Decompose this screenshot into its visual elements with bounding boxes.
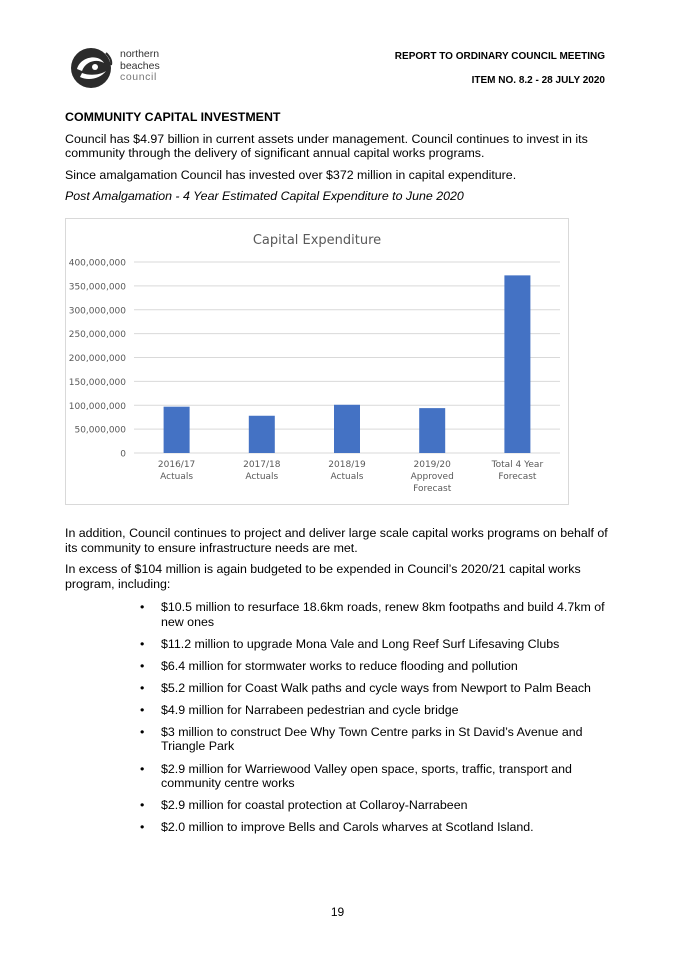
x-tick-label-line: 2018/19 <box>328 460 366 470</box>
list-item: • $4.9 million for Narrabeen pedestrian and cycle bridge <box>140 703 610 718</box>
report-title: REPORT TO ORDINARY COUNCIL MEETING <box>394 51 605 62</box>
additional-paragraph: In addition, Council continues to project and deliver large scale capital works programs on behalf of its community to ensure infrastructure needs are met. <box>65 526 608 555</box>
capital-works-list <box>140 600 610 842</box>
x-tick-label-line: 2016/17 <box>157 460 196 470</box>
bar-5 <box>504 275 530 453</box>
bar-4 <box>419 408 445 453</box>
y-tick-label: 400,000,000 <box>68 258 126 269</box>
x-tick-label <box>411 460 454 494</box>
x-tick-label-line: Total 4 Year <box>491 460 544 470</box>
x-tick-label <box>158 460 195 482</box>
y-tick-label: 50,000,000 <box>74 425 126 436</box>
x-tick-label-line: Forecast <box>498 472 537 482</box>
intro-section <box>65 110 610 211</box>
list-item: • $10.5 million to resurface 18.6km roads, renew 8km footpaths and build 4.7km of new ones <box>140 600 610 629</box>
y-tick-label: 350,000,000 <box>68 282 126 293</box>
bar-2 <box>249 416 275 453</box>
list-item: • $2.9 million for coastal protection at Collaroy-Narrabeen <box>140 798 610 813</box>
x-tick-label-line: 2019/20 <box>413 460 451 470</box>
x-tick-label-line: Approved <box>410 472 454 482</box>
y-tick-label: 150,000,000 <box>68 377 126 388</box>
y-tick-label: 200,000,000 <box>68 354 126 364</box>
logo-text-council: council <box>120 71 157 83</box>
x-tick-label-line: Actuals <box>330 472 364 482</box>
logo-text-northern: northern <box>120 48 160 60</box>
programs-section <box>65 526 610 598</box>
x-tick-label-line: Actuals <box>245 472 279 482</box>
council-logo <box>68 45 188 93</box>
y-tick-label: 100,000,000 <box>68 401 126 412</box>
page-number: 19 <box>330 905 345 919</box>
x-tick-label-line: Forecast <box>413 484 452 494</box>
x-tick-label <box>328 460 366 482</box>
section-heading: COMMUNITY CAPITAL INVESTMENT <box>65 110 281 124</box>
x-tick-label <box>491 460 544 482</box>
chart-title: Capital Expenditure <box>252 233 382 248</box>
list-item: • $2.0 million to improve Bells and Carols wharves at Scotland Island. <box>140 820 610 835</box>
item-number: ITEM NO. 8.2 - 28 JULY 2020 <box>471 75 605 86</box>
intro-paragraph: Council has $4.97 billion in current assets under management. Council continues to invest in its community through the delivery of significant annual capital works programs. <box>65 131 588 160</box>
list-item: • $5.2 million for Coast Walk paths and cycle ways from Newport to Palm Beach <box>140 681 610 696</box>
chart-caption: Post Amalgamation - 4 Year Estimated Capital Expenditure to June 2020 <box>65 189 464 203</box>
budget-paragraph: In excess of $104 million is again budgeted to be expended in Council’s 2020/21 capital works program, including: <box>65 562 581 591</box>
council-emblem-icon <box>68 45 114 91</box>
x-tick-label-line: Actuals <box>160 472 194 482</box>
list-item: • $6.4 million for stormwater works to reduce flooding and pollution <box>140 659 610 674</box>
bar-3 <box>334 405 360 453</box>
list-item: • $11.2 million to upgrade Mona Vale and Long Reef Surf Lifesaving Clubs <box>140 637 610 652</box>
y-tick-label: 300,000,000 <box>68 306 126 317</box>
x-tick-label <box>243 460 281 482</box>
chart-svg <box>66 219 568 504</box>
capital-expenditure-chart <box>65 218 569 505</box>
y-tick-label: 0 <box>120 449 126 460</box>
logo-text-beaches: beaches <box>120 59 160 72</box>
bar-1 <box>164 407 190 453</box>
list-item: • $3 million to construct Dee Why Town Centre parks in St David’s Avenue and Triangle Park <box>140 725 610 754</box>
amalgamation-paragraph: Since amalgamation Council has invested over $372 million in capital expenditure. <box>65 167 517 182</box>
y-tick-label: 250,000,000 <box>68 330 126 341</box>
list-item: • $2.9 million for Warriewood Valley open space, sports, traffic, transport and community centre works <box>140 762 610 791</box>
x-tick-label-line: 2017/18 <box>243 460 281 470</box>
